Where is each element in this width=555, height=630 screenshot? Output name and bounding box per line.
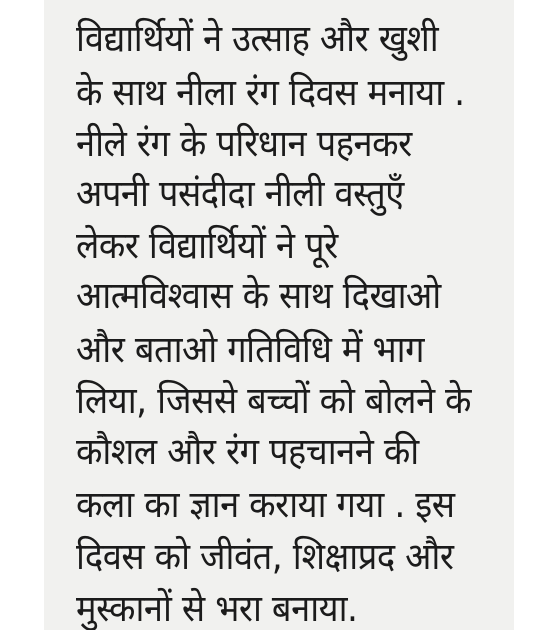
article-line-2: के साथ नीला रंग दिवस मनाया .: [76, 71, 465, 114]
article-line-11: दिवस को जीवंत, शिक्षाप्रद और: [76, 535, 454, 578]
article-line-1: विद्यार्थियों ने उत्साह और खुशी: [76, 17, 439, 60]
article-line-8: लिया, जिससे बच्चों को बोलने के: [76, 379, 472, 422]
article-line-4: अपनी पसंदीदा नीली वस्तुएँ: [76, 172, 404, 215]
article-line-9: कौशल और रंग पहचानने की: [76, 430, 419, 473]
article-line-6: आत्मविश्वास के साथ दिखाओ: [76, 274, 441, 317]
article-line-7: और बताओ गतिविधि में भाग: [76, 328, 425, 371]
article-line-3: नीले रंग के परिधान पहनकर: [76, 122, 412, 165]
article-line-10: कला का ज्ञान कराया गया . इस: [76, 483, 455, 526]
article-line-5: लेकर विद्यार्थियों ने पूरे: [76, 224, 338, 267]
article-line-12: मुस्कानों से भरा बनाया.: [76, 587, 358, 630]
